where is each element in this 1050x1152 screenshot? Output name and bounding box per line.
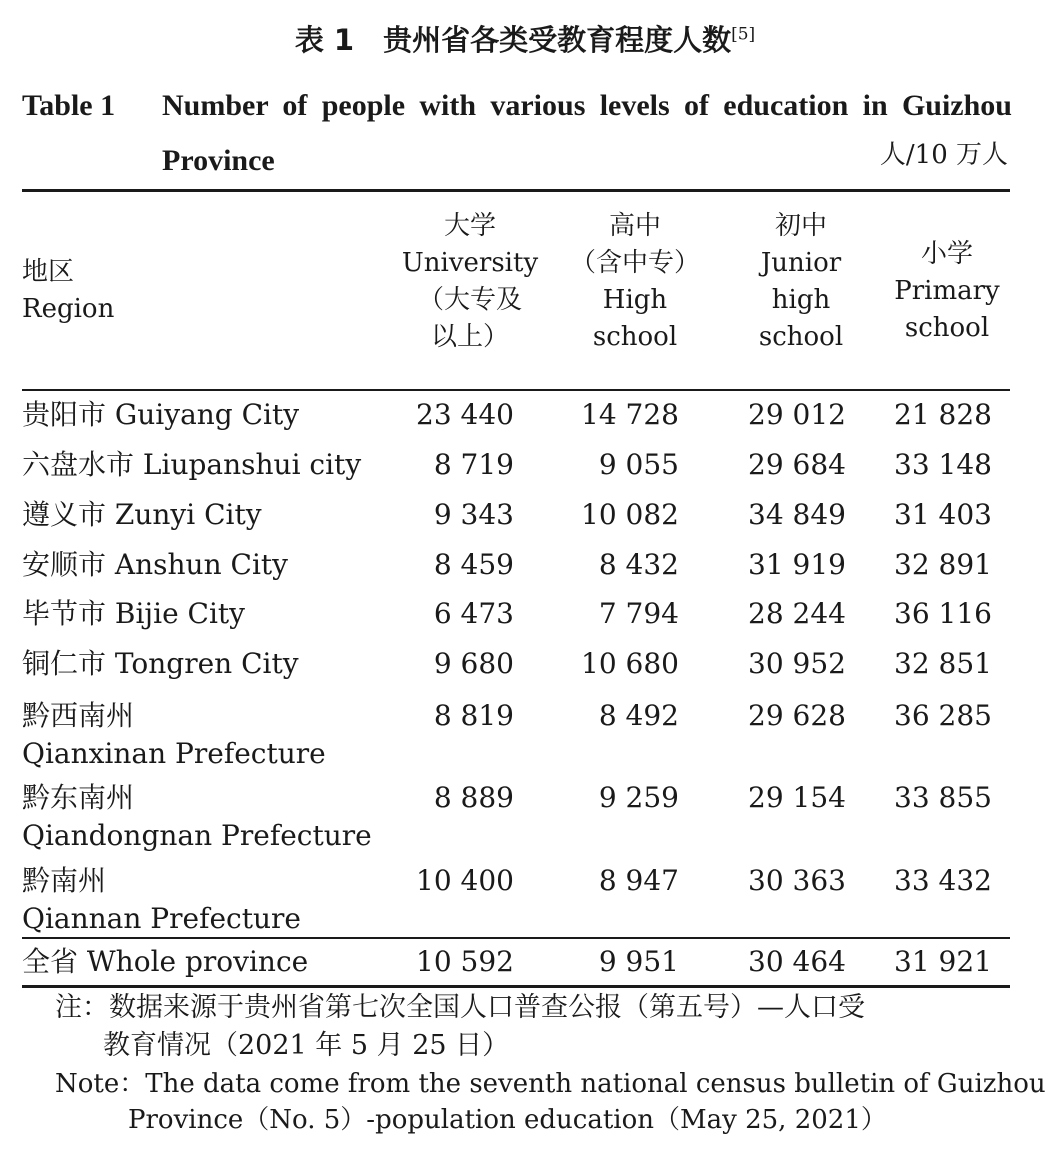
table-cell-value: 33 855 <box>894 781 992 814</box>
header-rule <box>22 389 1010 391</box>
table-cell-value: 7 794 <box>598 597 679 630</box>
unit-label: 人/10 万人 <box>879 140 1008 170</box>
table-cell-value: 32 891 <box>894 548 992 581</box>
table-cell-value: 9 055 <box>598 448 679 481</box>
table-title-cn: 表 1 贵州省各类受教育程度人数[5] <box>294 23 756 57</box>
table-cell-value: 8 719 <box>433 448 514 481</box>
table-cell-value: 8 492 <box>598 699 679 732</box>
table-cell-value: 31 919 <box>748 548 846 581</box>
row-region: 黔东南州 <box>22 781 135 814</box>
row-region: 黔南州 <box>22 864 107 897</box>
row-region: 全省 Whole province <box>22 945 309 978</box>
table-caption: Number of people with various levels of education in Guizhou Province <box>162 89 1012 177</box>
total-rule <box>22 937 1010 939</box>
note-en-line2: Province（No. 5）-population education（May 25, 2021） <box>128 1105 887 1135</box>
table-cell-value: 29 628 <box>748 699 846 732</box>
row-region: 铜仁市 Tongren City <box>22 647 299 680</box>
row-region-en: Qiandongnan Prefecture <box>22 819 372 852</box>
table-cell-value: 30 464 <box>748 945 846 978</box>
table-cell-value: 10 082 <box>581 498 679 531</box>
header-region: 地区 Region <box>22 257 115 324</box>
table-cell-value: 29 684 <box>748 448 846 481</box>
table-cell-value: 32 851 <box>894 647 992 680</box>
table-cell-value: 8 432 <box>598 548 679 581</box>
table-cell-value: 9 680 <box>433 647 514 680</box>
table-cell-value: 31 921 <box>894 945 992 978</box>
note-cn-line2: 教育情况（2021 年 5 月 25 日） <box>103 1030 510 1061</box>
header-primary: 小学 Primary school <box>894 239 1000 343</box>
header-junior-high: 初中 Junior high school <box>758 211 844 352</box>
reference-mark: [5] <box>731 24 756 45</box>
note-en-line1: Note：The data come from the seventh national census bulletin of Guizhou <box>55 1069 1046 1099</box>
table-cell-value: 6 473 <box>433 597 514 630</box>
table-cell-value: 8 819 <box>433 699 514 732</box>
table-cell-value: 29 012 <box>748 398 846 431</box>
row-region: 贵阳市 Guiyang City <box>22 398 300 431</box>
bottom-rule <box>22 985 1010 988</box>
table-cell-value: 30 363 <box>748 864 846 897</box>
table-cell-value: 33 148 <box>894 448 992 481</box>
row-region: 黔西南州 <box>22 699 135 732</box>
row-region-en: Qianxinan Prefecture <box>22 737 326 770</box>
table-cell-value: 14 728 <box>581 398 679 431</box>
table-cell-value: 33 432 <box>894 864 992 897</box>
table-cell-value: 36 116 <box>894 597 992 630</box>
row-region: 六盘水市 Liupanshui city <box>22 448 362 481</box>
row-region: 毕节市 Bijie City <box>22 597 245 630</box>
table-cell-value: 36 285 <box>894 699 992 732</box>
table-cell-value: 34 849 <box>748 498 846 531</box>
table-cell-value: 9 951 <box>598 945 679 978</box>
table-cell-value: 9 343 <box>433 498 514 531</box>
table-cell-value: 10 680 <box>581 647 679 680</box>
header-university: 大学 University （大专及 以上） <box>401 211 539 352</box>
row-region: 安顺市 Anshun City <box>22 548 288 581</box>
table-cell-value: 29 154 <box>748 781 846 814</box>
top-rule <box>22 189 1010 192</box>
table-cell-value: 31 403 <box>894 498 992 531</box>
table-cell-value: 8 459 <box>433 548 514 581</box>
table-cell-value: 21 828 <box>894 398 992 431</box>
header-high-school: 高中 （含中专） High school <box>569 211 700 352</box>
table-cell-value: 23 440 <box>416 398 514 431</box>
table-cell-value: 8 947 <box>598 864 679 897</box>
table-label: Table 1 <box>22 89 116 122</box>
table-cell-value: 8 889 <box>433 781 514 814</box>
table-cell-value: 30 952 <box>748 647 846 680</box>
table-cell-value: 10 592 <box>416 945 514 978</box>
table-cell-value: 28 244 <box>748 597 846 630</box>
row-region: 遵义市 Zunyi City <box>22 498 262 531</box>
row-region-en: Qiannan Prefecture <box>22 902 301 935</box>
table-cell-value: 10 400 <box>416 864 514 897</box>
note-cn-line1: 注：数据来源于贵州省第七次全国人口普查公报（第五号）—人口受 <box>55 992 865 1023</box>
table-cell-value: 9 259 <box>598 781 679 814</box>
